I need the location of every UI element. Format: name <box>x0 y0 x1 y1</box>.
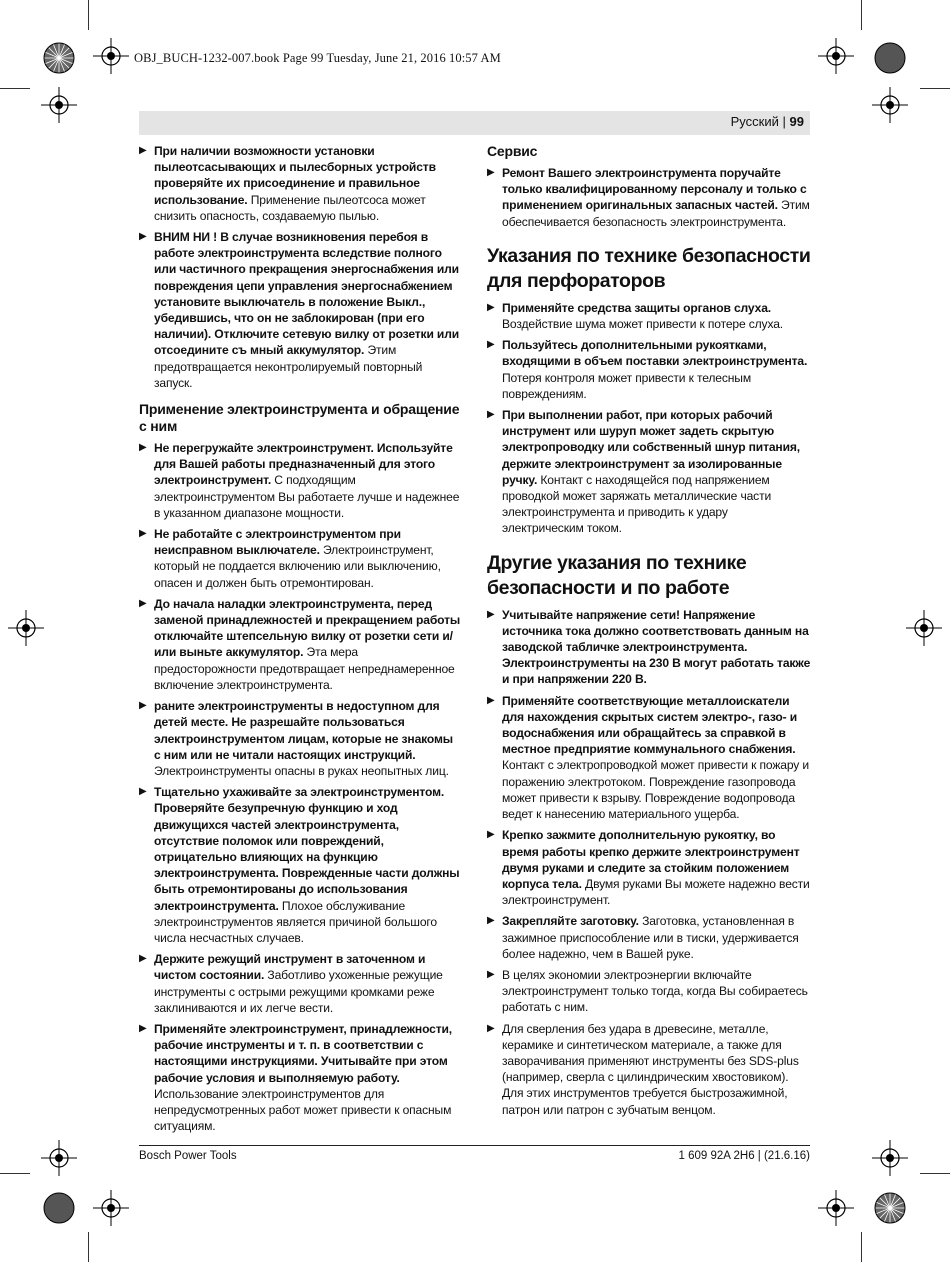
left-items-b <box>139 440 461 1134</box>
item-bold-text: Не перегружайте электроинструмент. Используйте для Вашей работы предназначенный для этого электроинструмент. <box>154 441 453 488</box>
item-text: Этим предотвращается неконтролируемый повторный запуск. <box>154 343 423 390</box>
crosshair-registration-icon <box>93 38 129 74</box>
list-item <box>487 165 812 230</box>
header-separator: | <box>782 114 786 129</box>
crosshair-registration-icon <box>41 1140 77 1176</box>
list-item <box>139 698 461 779</box>
crop-line <box>88 1232 89 1262</box>
list-item <box>487 407 812 537</box>
list-item <box>487 693 812 823</box>
list-item <box>139 526 461 591</box>
crosshair-registration-icon <box>818 38 854 74</box>
page-header-band <box>139 111 810 135</box>
item-text: Заготовка, установленная в зажимное приспособление или в тиски, удерживается более надежно, чем в Вашей руке. <box>502 914 799 961</box>
list-item <box>139 951 461 1016</box>
triangle-bullet-icon: ▶ <box>139 1022 147 1034</box>
list-item <box>139 596 461 693</box>
crop-line <box>0 88 30 89</box>
item-bold-text: Применяйте средства защиты органов слуха. <box>502 300 771 315</box>
page-header <box>731 114 804 129</box>
color-registration-target-icon <box>43 1192 75 1224</box>
color-registration-target-icon <box>43 42 75 74</box>
left-items-a <box>139 143 461 391</box>
triangle-bullet-icon: ▶ <box>487 339 495 351</box>
section-heading-perforators: Указания по технике безопасности для перфораторов <box>487 244 811 292</box>
triangle-bullet-icon: ▶ <box>487 1022 495 1034</box>
triangle-bullet-icon: ▶ <box>487 409 495 421</box>
list-item <box>139 1021 461 1134</box>
crosshair-registration-icon <box>93 1190 129 1226</box>
item-text: Плохое обслуживание электроинструментов является причиной большого числа несчастных случаев. <box>154 898 437 945</box>
file-info-line: OBJ_BUCH-1232-007.book Page 99 Tuesday, June 21, 2016 10:57 AM <box>134 51 501 65</box>
triangle-bullet-icon: ▶ <box>139 442 147 454</box>
item-bold-text: Тщательно ухаживайте за электроинструментом. Проверяйте безупречную функцию и ход движущихся частей электроинструмента, отсутствие поломок или повреждений, отрицательно влияющих на функцию электроинструмента. Поврежденные части должны быть отремонтированы до использования электроинструмента. <box>154 785 460 913</box>
crosshair-registration-icon <box>41 87 77 123</box>
triangle-bullet-icon: ▶ <box>139 231 147 243</box>
item-bold-text: раните электроинструменты в недоступном для детей месте. Не разрешайте пользоваться электроинструментом лицам, которые не знакомы с ним или не читали настоящих инструкций. <box>154 699 453 762</box>
item-bold-text: Крепко зажмите дополнительную рукоятку, во время работы крепко держите электроинструмент двумя руками и следите за стойким положением корпуса тела. <box>502 828 800 891</box>
list-item <box>487 967 812 1016</box>
item-text: Заботливо ухоженные режущие инструменты с острыми режущими кромками реже заклиниваются и их легче вести. <box>154 968 443 1015</box>
triangle-bullet-icon: ▶ <box>487 829 495 841</box>
item-bold-text: Не работайте с электроинструментом при неисправном выключателе. <box>154 527 401 558</box>
list-item <box>139 784 461 946</box>
item-bold-text: При выполнении работ, при которых рабочий инструмент или шуруп может задеть скрытую электропроводку или собственный шнур питания, держите электроинструмент за изолированные ручку. <box>502 408 800 487</box>
crosshair-registration-icon <box>818 1190 854 1226</box>
item-text: В целях экономии электроэнергии включайте электроинструмент только тогда, когда Вы собираетесь работать с ним. <box>502 967 808 1015</box>
triangle-bullet-icon: ▶ <box>139 145 147 156</box>
item-bold-text: Учитывайте напряжение сети! Напряжение источника тока должно соответствовать данным на заводской табличке электроинструмента. Электроинструменты на 230 В могут работать также и при напряжении 220 В. <box>502 607 811 687</box>
crop-line <box>0 1173 30 1174</box>
list-item <box>487 913 812 962</box>
item-text: С подходящим электроинструментом Вы работаете лучше и надежнее в указанном диапазоне мощности. <box>154 473 460 520</box>
item-bold-text: Закрепляйте заготовку. <box>502 914 639 929</box>
item-text: Контакт с находящейся под напряжением проводкой может заряжать металлические части электроинструмента и приводить к удару электрическим током. <box>502 472 772 536</box>
triangle-bullet-icon: ▶ <box>487 301 495 313</box>
item-bold-text: Ремонт Вашего электроинструмента поручайте только квалифицированному персоналу и только с применением оригинальных запасных частей. <box>502 166 807 213</box>
list-item <box>487 300 812 332</box>
item-text: Двумя руками Вы можете надежно вести электроинструмент. <box>502 876 810 908</box>
triangle-bullet-icon: ▶ <box>139 953 147 965</box>
color-registration-target-icon <box>874 42 906 74</box>
item-text: Для сверления без удара в древесине, металле, керамике и синтетическом материале, а также для заворачивания применяют инструменты без SDS-plus (например, сверла с цилиндрическим хвостовиком). Для этих инструментов требуется быстрозажимной, патрон или патрон с зубчатым венцом. <box>502 1021 799 1117</box>
section-heading-other: Другие указания по технике безопасности и по работе <box>487 551 747 599</box>
crosshair-registration-icon <box>8 610 44 646</box>
item-bold-text: Применяйте электроинструмент, принадлежности, рабочие инструменты и т. п. в соответствии с настоящими инструкциями. Учитывайте при этом рабочие условия и выполняемую работу. <box>154 1021 452 1085</box>
footer-brand: Bosch Power Tools <box>139 1150 237 1162</box>
item-text: Воздействие шума может привести к потере слуха. <box>502 317 784 332</box>
item-text: Потеря контроля может привести к телесным повреждениям. <box>502 370 752 401</box>
page-number: 99 <box>789 114 804 129</box>
crosshair-registration-icon <box>872 87 908 123</box>
item-text: Эта мера предосторожности предотвращает непреднамеренное включение электроинструмента. <box>154 645 455 692</box>
list-item <box>487 337 812 402</box>
left-column <box>139 143 461 1139</box>
footer-rule <box>139 1145 810 1146</box>
triangle-bullet-icon: ▶ <box>487 968 495 980</box>
item-bold-text: ВНИМ НИ ! В случае возникновения перебоя в работе электроинструмента вследствие полного или частичного прекращения энергоснабжения или повреждения цепи управления энергоснабжением установите выключатель в положение Выкл., убедившись, что он не заблокирован (при его наличии). Отключите сетевую вилку от розетки или отсоедините съ мный аккумулятор. <box>154 230 460 358</box>
triangle-bullet-icon: ▶ <box>139 597 147 609</box>
item-text: Этим обеспечивается безопасность электроинструмента. <box>502 198 810 229</box>
item-text: Использование электроинструментов для непредусмотренных работ может привести к опасным ситуациям. <box>154 1086 452 1134</box>
triangle-bullet-icon: ▶ <box>139 700 147 712</box>
crop-line <box>920 88 950 89</box>
crop-line <box>861 0 862 30</box>
triangle-bullet-icon: ▶ <box>487 167 495 178</box>
right-column <box>487 143 812 1123</box>
item-bold-text: Держите режущий инструмент в заточенном и чистом состоянии. <box>154 952 426 983</box>
item-text: Электроинструмент, который не поддается включению или выключению, опасен и должен быть отремонтирован. <box>154 543 441 590</box>
triangle-bullet-icon: ▶ <box>139 528 147 540</box>
item-text: Применение пылеотсоса может снизить опасность, создаваемую пылью. <box>154 192 426 223</box>
crosshair-registration-icon <box>906 610 942 646</box>
triangle-bullet-icon: ▶ <box>139 786 147 798</box>
item-bold-text: До начала наладки электроинструмента, перед заменой принадлежностей и прекращением работы отключайте штепсельную вилку от розетки сети и/или выньте аккумулятор. <box>154 596 461 660</box>
crop-line <box>88 0 89 30</box>
section-heading-service: Сервис <box>487 143 538 159</box>
color-registration-target-icon <box>874 1192 906 1224</box>
item-bold-text: Пользуйтесь дополнительными рукоятками, входящими в объем поставки электроинструмента. <box>502 338 808 369</box>
header-language: Русский <box>730 114 779 129</box>
crosshair-registration-icon <box>872 1140 908 1176</box>
item-bold-text: Применяйте соответствующие металлоискатели для нахождения скрытых систем электро-, газо- и водоснабжения или обращайтесь за справкой в местное предприятие коммунального снабжения. <box>502 693 798 757</box>
crop-line <box>861 1232 862 1262</box>
triangle-bullet-icon: ▶ <box>487 694 495 706</box>
triangle-bullet-icon: ▶ <box>487 915 495 927</box>
list-item <box>139 229 461 391</box>
list-item <box>487 827 812 908</box>
list-item <box>139 143 461 224</box>
item-text: Контакт с электропроводкой может привести к пожару и поражению электротоком. Повреждение газопровода может привести к взрыву. Повреждение водопровода ведет к нанесению материального ущерба. <box>502 758 810 822</box>
footer-doc-number: 1 609 92A 2H6 | (21.6.16) <box>678 1150 810 1162</box>
section-heading: Применение электроинструмента и обращение с ним <box>139 401 460 435</box>
list-item <box>139 440 461 521</box>
list-item <box>487 607 812 688</box>
item-bold-text: При наличии возможности установки пылеотсасывающих и пылесборных устройств проверяйте их присоединение и правильное использование. <box>154 144 436 207</box>
triangle-bullet-icon: ▶ <box>487 608 495 620</box>
crop-line <box>920 1173 950 1174</box>
item-text: Электроинструменты опасны в руках неопытных лиц. <box>154 763 449 778</box>
list-item <box>487 1021 812 1118</box>
